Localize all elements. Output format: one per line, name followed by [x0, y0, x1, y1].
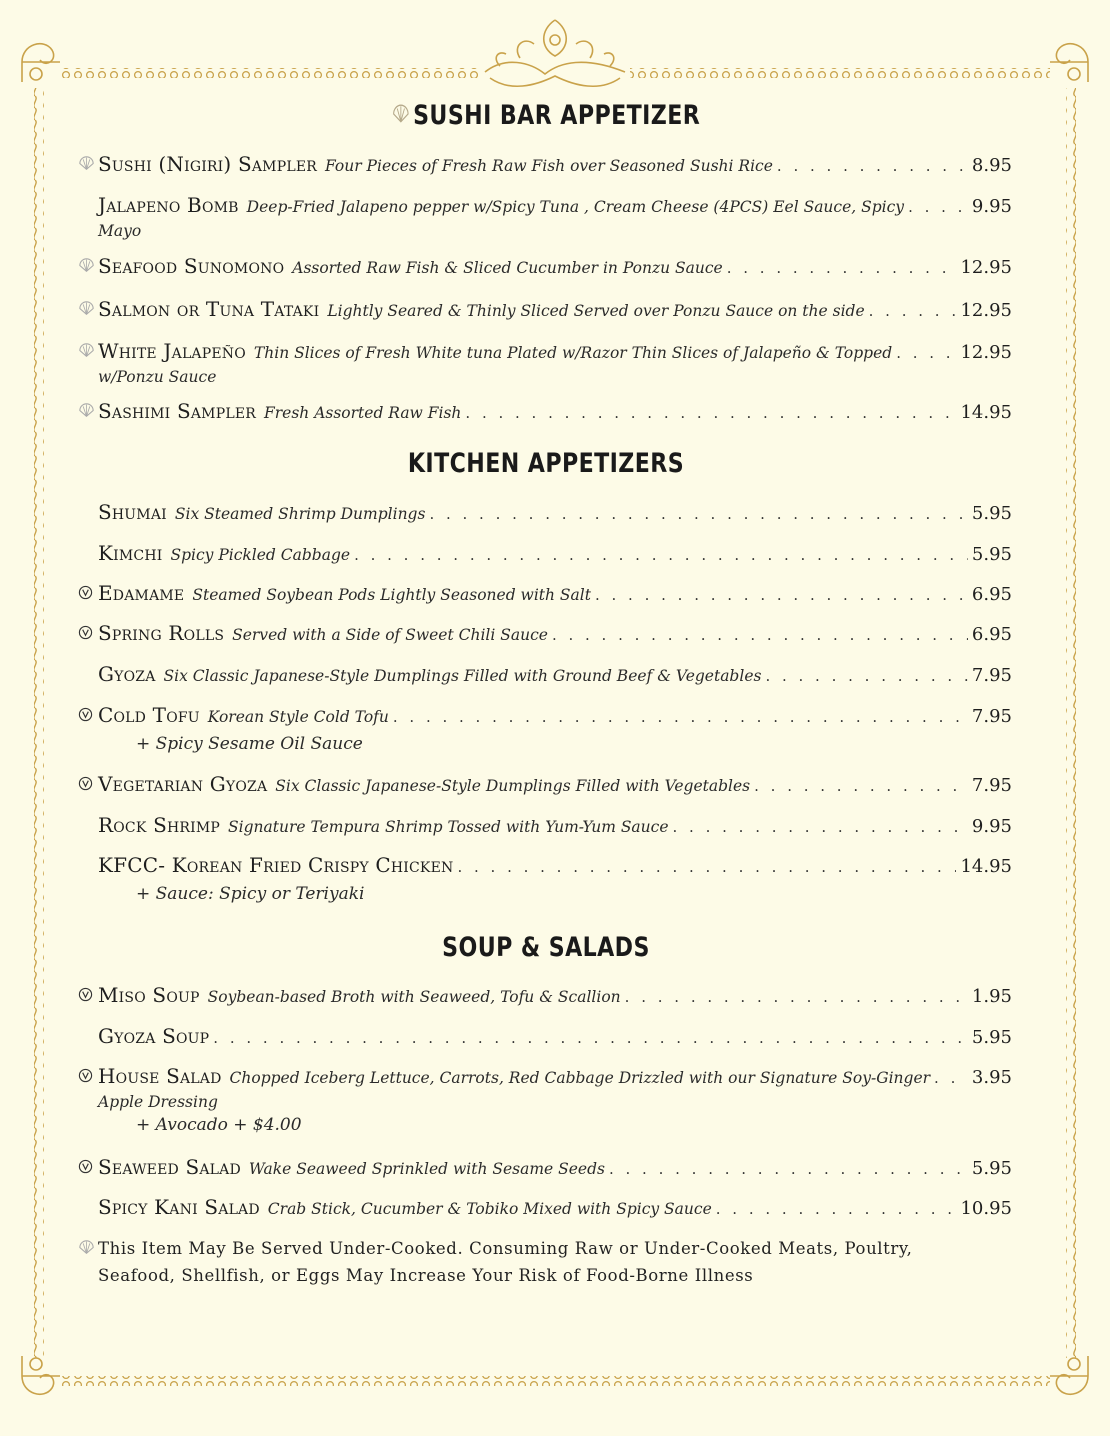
menu-item: [78, 339, 1012, 387]
menu-item: [78, 853, 1012, 907]
item-price: 3.95: [971, 1067, 1012, 1088]
menu-item: [78, 662, 1012, 690]
vegetarian-icon: [78, 987, 98, 1002]
item-price: 7.95: [971, 775, 1012, 796]
item-description: Spicy Pickled Cabbage: [170, 546, 351, 564]
leader-dots: [552, 626, 968, 644]
leader-dots: [908, 198, 968, 216]
item-description: Soybean-based Broth with Seaweed, Tofu & Scallion: [207, 988, 621, 1006]
menu-item: [78, 1155, 1012, 1183]
item-description: Served with a Side of Sweet Chili Sauce: [232, 626, 548, 644]
section-title-kitchen-appetizers: KITCHEN APPETIZERS: [407, 448, 685, 479]
item-name: Spicy Kani Salad: [98, 1195, 260, 1219]
vegetarian-icon: [78, 585, 98, 600]
item-description: Six Classic Japanese-Style Dumplings Filled with Ground Beef & Vegetables: [163, 667, 762, 685]
shell-icon: [392, 100, 408, 131]
item-description: Deep-Fried Jalapeno pepper w/Spicy Tuna , Cream Cheese (4PCS) Eel Sauce, Spicy: [246, 198, 905, 216]
menu-item: [78, 297, 1012, 325]
section-title-soup-salads: SOUP & SALADS: [442, 932, 650, 963]
item-price: 5.95: [971, 1158, 1012, 1179]
item-name: House Salad: [98, 1064, 222, 1088]
item-name: Spring Rolls: [98, 621, 225, 645]
menu-item: [78, 193, 1012, 241]
item-price: 9.95: [971, 816, 1012, 837]
menu-item: [78, 581, 1012, 609]
item-price: 6.95: [971, 584, 1012, 605]
item-price: 12.95: [960, 300, 1012, 321]
leader-dots: [727, 259, 957, 277]
menu-item: [78, 254, 1012, 282]
menu-item: [78, 500, 1012, 528]
vegetarian-icon: [78, 1159, 98, 1174]
vegetarian-icon: [78, 1068, 98, 1083]
item-description: Four Pieces of Fresh Raw Fish over Seasoned Sushi Rice: [325, 157, 773, 175]
item-name: Seaweed Salad: [98, 1155, 241, 1179]
leader-dots: [393, 708, 968, 726]
menu-item: [78, 1064, 1012, 1138]
raw-food-disclaimer: [78, 1236, 1012, 1289]
leader-dots: [869, 302, 957, 320]
item-price: 7.95: [971, 665, 1012, 686]
item-name: Rock Shrimp: [98, 813, 221, 837]
item-price: 14.95: [960, 402, 1012, 423]
item-price: 5.95: [971, 1027, 1012, 1048]
item-name: Salmon or Tuna Tataki: [98, 297, 320, 321]
menu-item: [78, 983, 1012, 1011]
item-name: Miso Soup: [98, 983, 200, 1007]
item-add-on: + Sauce: Spicy or Teriyaki: [136, 884, 365, 904]
menu-item: [78, 703, 1012, 757]
item-name: Gyoza: [98, 662, 156, 686]
item-name: Jalapeno Bomb: [98, 193, 239, 217]
item-price: 14.95: [960, 856, 1012, 877]
menu-item: [78, 152, 1012, 180]
item-description: Steamed Soybean Pods Lightly Seasoned with Salt: [192, 586, 591, 604]
leader-dots: [354, 546, 968, 564]
item-description: Thin Slices of Fresh White tuna Plated w/Razor Thin Slices of Jalapeño & Topped: [253, 344, 893, 362]
leader-dots: [777, 157, 968, 175]
item-description: Chopped Iceberg Lettuce, Carrots, Red Cabbage Drizzled with our Signature Soy-Ginger: [229, 1069, 931, 1087]
item-description: Crab Stick, Cucumber & Tobiko Mixed with Spicy Sauce: [267, 1200, 712, 1218]
leader-dots: [716, 1200, 957, 1218]
menu-item: [78, 1195, 1012, 1223]
item-price: 12.95: [960, 342, 1012, 363]
item-description: Fresh Assorted Raw Fish: [264, 404, 462, 422]
item-name: Gyoza Soup: [98, 1024, 210, 1048]
item-description: Korean Style Cold Tofu: [207, 708, 389, 726]
vegetarian-icon: [78, 625, 98, 640]
vegetarian-icon: [78, 776, 98, 791]
item-price: 9.95: [971, 196, 1012, 217]
leader-dots: [673, 818, 968, 836]
item-add-on: + Avocado + $4.00: [136, 1115, 302, 1135]
menu-page: [78, 0, 1014, 1436]
item-price: 6.95: [971, 624, 1012, 645]
menu-item: [78, 813, 1012, 841]
leader-dots: [896, 344, 956, 362]
disclaimer-line-2: Seafood, Shellfish, or Eggs May Increase Your Risk of Food-Borne Illness: [98, 1265, 754, 1285]
menu-item: [78, 399, 1012, 427]
item-price: 5.95: [971, 544, 1012, 565]
leader-dots: [625, 988, 968, 1006]
shell-icon: [78, 1237, 98, 1263]
item-description: Signature Tempura Shrimp Tossed with Yum-Yum Sauce: [228, 818, 669, 836]
menu-item: [78, 541, 1012, 569]
leader-dots: [595, 586, 968, 604]
item-description-continued: Mayo: [98, 222, 142, 240]
menu-item: [78, 621, 1012, 649]
item-name: Shumai: [98, 500, 167, 524]
shell-icon: [78, 156, 98, 171]
shell-icon: [78, 343, 98, 358]
item-description: Six Steamed Shrimp Dumplings: [174, 505, 426, 523]
item-price: 7.95: [971, 706, 1012, 727]
item-price: 8.95: [971, 155, 1012, 176]
item-name: Sushi (Nigiri) Sampler: [98, 152, 317, 176]
item-name: Sashimi Sampler: [98, 399, 256, 423]
item-description-continued: Apple Dressing: [98, 1093, 218, 1111]
item-name: Seafood Sunomono: [98, 254, 285, 278]
menu-item: [78, 1024, 1012, 1052]
item-name: Vegetarian Gyoza: [98, 772, 268, 796]
item-description: Wake Seaweed Sprinkled with Sesame Seeds: [248, 1160, 605, 1178]
item-name: Kimchi: [98, 541, 163, 565]
leader-dots: [754, 777, 968, 795]
leader-dots: [429, 505, 967, 523]
item-name: Edamame: [98, 581, 185, 605]
item-price: 1.95: [971, 986, 1012, 1007]
item-price: 10.95: [960, 1198, 1012, 1219]
shell-icon: [78, 258, 98, 273]
shell-icon: [78, 403, 98, 418]
item-name: KFCC- Korean Fried Crispy Chicken: [98, 853, 454, 877]
item-description: Lightly Seared & Thinly Sliced Served over Ponzu Sauce on the side: [327, 302, 865, 320]
item-name: White Jalapeño: [98, 339, 246, 363]
item-description-continued: w/Ponzu Sauce: [98, 368, 217, 386]
item-price: 5.95: [971, 503, 1012, 524]
leader-dots: [465, 404, 956, 422]
item-description: Six Classic Japanese-Style Dumplings Filled with Vegetables: [275, 777, 751, 795]
item-description: Assorted Raw Fish & Sliced Cucumber in Ponzu Sauce: [292, 259, 723, 277]
item-name: Cold Tofu: [98, 703, 200, 727]
leader-dots: [213, 1029, 968, 1047]
menu-item: [78, 772, 1012, 800]
leader-dots: [457, 858, 956, 876]
shell-icon: [78, 301, 98, 316]
leader-dots: [934, 1069, 968, 1087]
vegetarian-icon: [78, 707, 98, 722]
section-title-sushi-bar-appetizer: SUSHI BAR APPETIZER: [162, 100, 930, 131]
disclaimer-line-1: This Item May Be Served Under-Cooked. Consuming Raw or Under-Cooked Meats, Poultry,: [98, 1239, 913, 1258]
leader-dots: [609, 1160, 968, 1178]
item-add-on: + Spicy Sesame Oil Sauce: [136, 734, 363, 754]
item-price: 12.95: [960, 257, 1012, 278]
leader-dots: [765, 667, 967, 685]
